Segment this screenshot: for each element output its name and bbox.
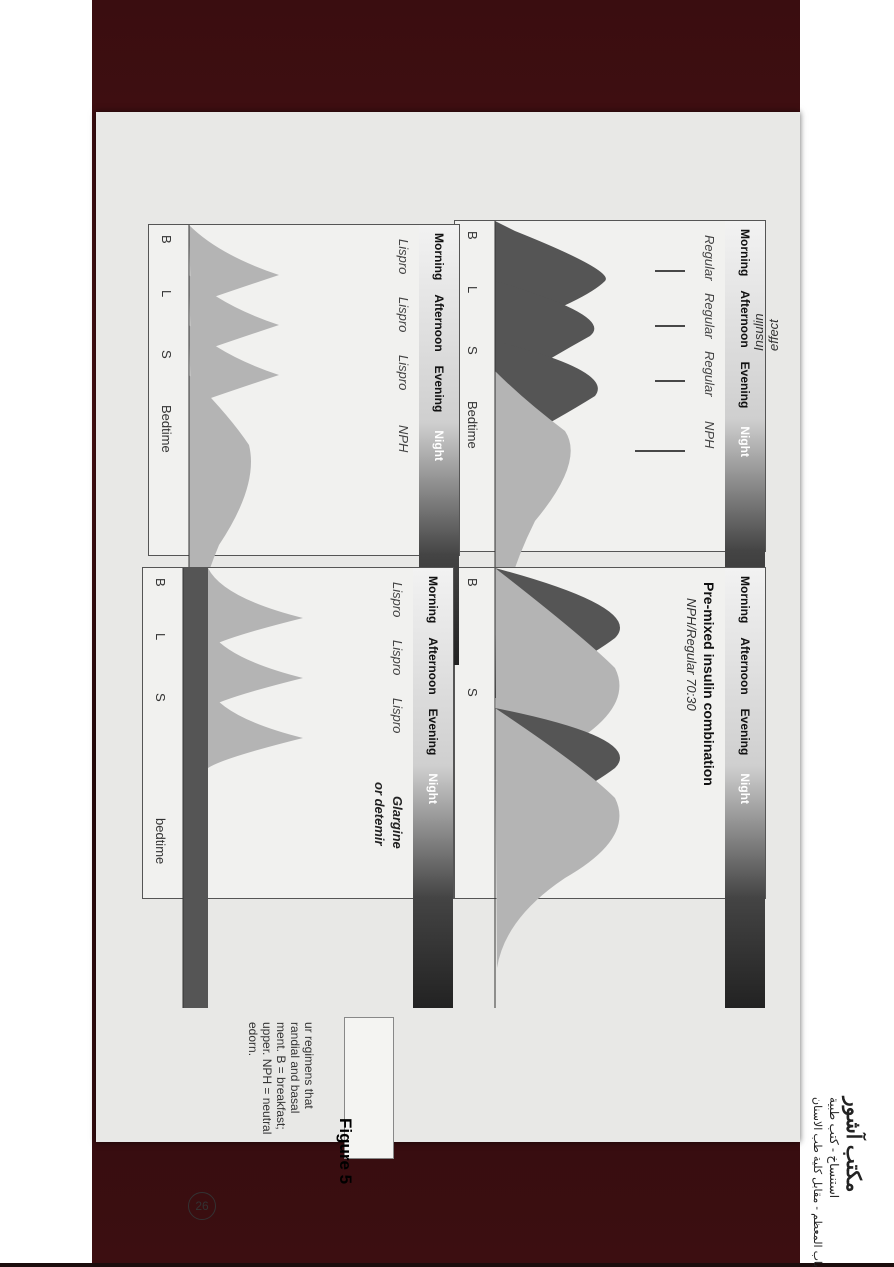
label-lispro-2: Lispro xyxy=(390,640,405,676)
premixed-subtitle: NPH/Regular 70:30 xyxy=(684,598,699,711)
inj-b: B xyxy=(465,578,480,587)
label-nph: NPH xyxy=(702,421,717,449)
inj-l: L xyxy=(153,633,168,641)
label-lispro-3: Lispro xyxy=(396,355,411,391)
header-afternoon: Afternoon xyxy=(426,637,440,695)
label-glargine: Glargine xyxy=(390,796,405,849)
header-morning: Morning xyxy=(738,229,752,277)
header-afternoon: Afternoon xyxy=(738,637,752,695)
inj-bedtime: Bedtime xyxy=(465,401,480,449)
label-lispro-1: Lispro xyxy=(390,582,405,618)
inj-s: S xyxy=(465,346,480,355)
header-afternoon: Afternoon xyxy=(738,290,752,348)
header-afternoon: Afternoon xyxy=(432,294,446,352)
header-night: Night xyxy=(738,426,752,457)
inj-b: B xyxy=(153,578,168,587)
stamp-line-3: باب المعظم - مقابل كلية طب الاسنان xyxy=(811,1097,823,1267)
panel-regular-nph xyxy=(454,220,781,552)
panel-premixed xyxy=(454,567,766,899)
basal-curve xyxy=(183,568,208,1008)
publisher-stamp xyxy=(686,1097,886,1267)
label-detemir: or detemir xyxy=(372,782,387,846)
label-lispro-2: Lispro xyxy=(396,297,411,333)
header-morning: Morning xyxy=(426,576,440,624)
header-night: Night xyxy=(738,773,752,804)
caption-line-5: edorn. xyxy=(246,1022,260,1057)
header-evening: Evening xyxy=(426,708,440,756)
panel-lispro-glargine xyxy=(142,567,454,899)
header-evening: Evening xyxy=(432,365,446,413)
label-lispro-3: Lispro xyxy=(390,698,405,734)
inj-bedtime: bedtime xyxy=(153,818,168,865)
lispro-peak-1 xyxy=(208,568,303,648)
panel-inner xyxy=(143,568,453,1008)
paper-sheet xyxy=(96,112,864,1267)
caption-line-4: upper. NPH = neutral xyxy=(260,1022,274,1135)
label-regular-2: Regular xyxy=(702,293,717,339)
caption-line-2: randial and basal xyxy=(288,1022,302,1114)
inj-l: L xyxy=(159,290,174,298)
panel-inner xyxy=(455,568,765,1008)
left-white-margin xyxy=(0,0,92,1263)
premixed-title: Pre-mixed insulin combination xyxy=(701,582,717,786)
caption-line-1: ur regimens that xyxy=(302,1022,316,1109)
inj-b: B xyxy=(465,231,480,240)
label-nph: NPH xyxy=(396,425,411,453)
inj-s: S xyxy=(465,688,480,697)
caption-line-3: ment. B = breakfast; xyxy=(274,1022,288,1130)
insulin-curves xyxy=(143,568,453,1008)
stamp-line-1: مكتب آشور xyxy=(842,1097,864,1193)
header-morning: Morning xyxy=(432,233,446,281)
caption xyxy=(216,1022,376,1232)
header-night: Night xyxy=(426,773,440,804)
label-regular-1: Regular xyxy=(702,235,717,281)
inj-b: B xyxy=(159,235,174,244)
header-evening: Evening xyxy=(738,708,752,756)
header-evening: Evening xyxy=(738,361,752,409)
inj-l: L xyxy=(465,286,480,294)
header-morning: Morning xyxy=(738,576,752,624)
label-lispro-1: Lispro xyxy=(396,239,411,275)
right-white-margin xyxy=(800,0,894,1263)
figure-label: Figure 5 xyxy=(336,1118,355,1185)
header-night: Night xyxy=(432,430,446,461)
inj-bedtime: Bedtime xyxy=(159,405,174,453)
stamp-line-2: استنساخ - كتب طبية xyxy=(827,1097,841,1199)
panel-lispro-nph xyxy=(148,224,460,556)
y-label: Insulin effect xyxy=(751,313,781,351)
inj-s: S xyxy=(159,350,174,359)
page-number: 26 xyxy=(188,1192,216,1220)
inj-s: S xyxy=(153,693,168,702)
label-regular-3: Regular xyxy=(702,351,717,397)
insulin-curves xyxy=(455,568,765,1008)
